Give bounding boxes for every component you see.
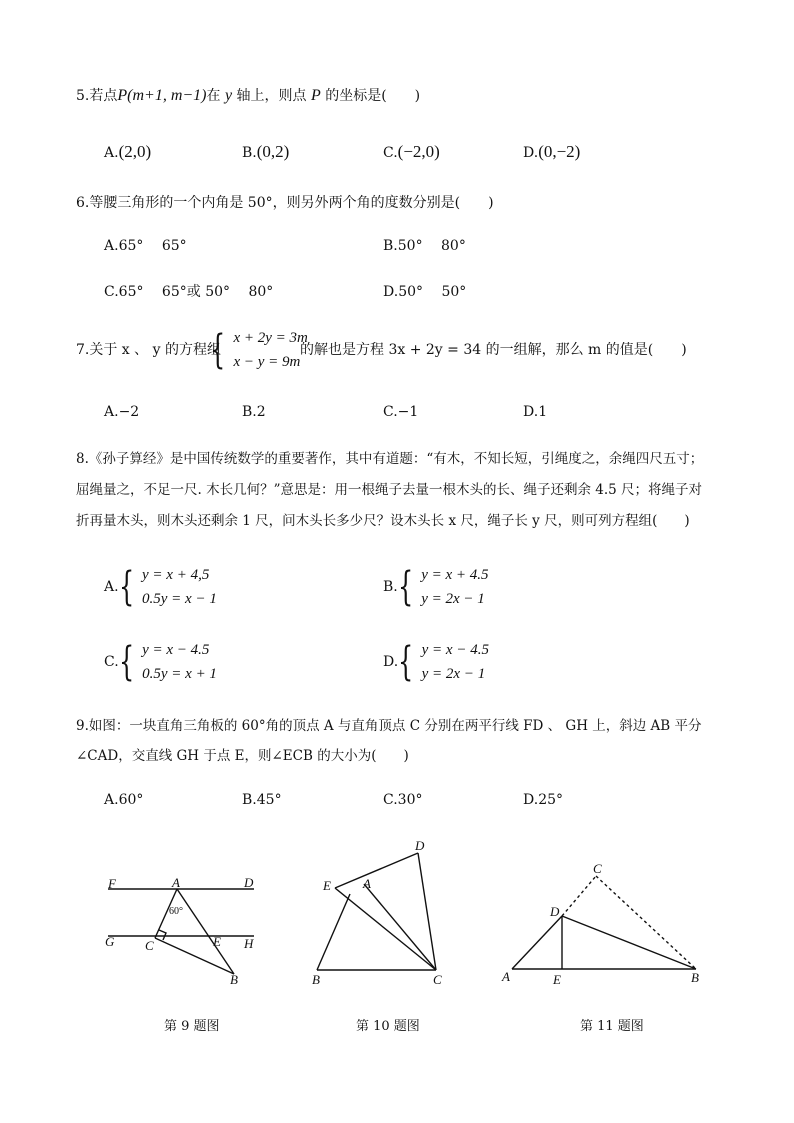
q9-option-b[interactable] <box>242 790 282 810</box>
right-angle-mark <box>159 930 166 940</box>
option-label: B. <box>242 404 257 420</box>
q7-option-d[interactable] <box>523 402 547 422</box>
label-b: B <box>230 972 238 987</box>
label-h: H <box>244 936 254 951</box>
option-value: 2 <box>256 404 266 420</box>
eq1: y = x + 4.5 <box>421 567 489 583</box>
q6-option-d[interactable] <box>383 282 466 302</box>
system-rows <box>422 638 489 686</box>
label-c: C <box>593 861 602 876</box>
option-value: 25° <box>538 792 564 808</box>
q7-option-a[interactable] <box>104 402 139 422</box>
angle-label: 60° <box>169 906 183 917</box>
option-value: 50° 50° <box>398 284 467 300</box>
figure-11 <box>512 876 696 969</box>
label-e: E <box>213 934 221 949</box>
q5-point: P(m+1, m−1) <box>117 87 207 104</box>
figure-10-caption: 第 10 题图 <box>356 1019 420 1034</box>
label-d: D <box>244 875 254 890</box>
q6-option-b[interactable] <box>383 236 466 256</box>
figure-9 <box>108 889 254 974</box>
q7-option-b[interactable] <box>242 402 266 422</box>
q8-option-c[interactable] <box>104 638 217 686</box>
segment-db <box>562 916 696 969</box>
system-rows <box>233 326 307 374</box>
q5-p: P <box>310 87 321 104</box>
option-label: B. <box>242 145 257 161</box>
eq1: y = x − 4.5 <box>421 642 489 658</box>
eq1: y = x − 4.5 <box>142 642 210 658</box>
eq2: 0.5y = x + 1 <box>142 666 217 682</box>
segment-cb-dashed <box>596 876 696 969</box>
option-label: A. <box>104 579 119 595</box>
option-value: (2,0) <box>118 142 152 161</box>
brace-symbol: { <box>210 327 226 373</box>
option-label: C. <box>383 145 398 161</box>
q5-option-a[interactable] <box>104 142 151 163</box>
q7-eq2: x − y = 9m <box>233 354 301 370</box>
option-label: D. <box>523 792 539 808</box>
option-label: A. <box>104 404 119 420</box>
brace-symbol: { <box>118 639 134 685</box>
segment-de <box>335 853 418 888</box>
q5-option-d[interactable] <box>523 142 580 163</box>
q6-stem: 6.等腰三角形的一个内角是 50°，则另外两个角的度数分别是( ) <box>76 195 494 211</box>
q8-line-3: 折再量木头，则木头还剩余 1 尺，问木头长多少尺？设木头长 x 尺，绳子长 y 尺，则可列方程组( ) <box>76 513 690 529</box>
eq2: y = 2x − 1 <box>421 591 485 607</box>
q7-option-c[interactable] <box>383 402 418 422</box>
figure-10 <box>317 853 436 970</box>
q7-stem-post: 的解也是方程 3x + 2y = 34 的一组解，那么 m 的值是( ) <box>300 342 687 358</box>
segment-dc-dashed <box>562 876 596 916</box>
option-label: A. <box>104 145 119 161</box>
label-c: C <box>433 972 442 987</box>
q9-option-c[interactable] <box>383 790 423 810</box>
q8-line-1: 8.《孙子算经》是中国传统数学的重要著作，其中有道题：“有木，不知长短，引绳度之，余绳四尺五寸； <box>76 451 704 467</box>
q7-eq1: x + 2y = 3m <box>233 330 308 346</box>
q6-option-c[interactable] <box>104 282 273 302</box>
system-rows <box>142 638 217 686</box>
segment-ad <box>512 916 562 969</box>
label-b: B <box>691 970 699 985</box>
option-label: B. <box>242 792 257 808</box>
option-value: 1 <box>538 404 548 420</box>
figure-11-caption: 第 11 题图 <box>580 1019 644 1034</box>
label-g: G <box>105 934 115 949</box>
option-value: 60° <box>118 792 144 808</box>
system-rows <box>421 563 488 611</box>
option-label: C. <box>383 792 398 808</box>
label-e: E <box>553 972 561 987</box>
eq2: 0.5y = x − 1 <box>142 591 217 607</box>
label-d: D <box>415 838 425 853</box>
option-value: (0,2) <box>256 142 290 161</box>
q7-stem-pre: 7.关于 x 、 y 的方程组 <box>76 342 221 358</box>
system-rows <box>142 563 217 611</box>
option-value: 50° 80° <box>397 238 466 254</box>
q5-stem-tail: 的坐标是( ) <box>325 88 421 104</box>
label-d: D <box>550 904 560 919</box>
q5-stem-end: 轴上，则点 <box>236 88 307 104</box>
brace-symbol: { <box>397 564 414 610</box>
eq2: y = 2x − 1 <box>421 666 486 682</box>
option-value: 65° 65°或 50° 80° <box>118 284 274 300</box>
label-b: B <box>312 972 320 987</box>
q5-stem <box>76 86 420 106</box>
q5-axis: y <box>224 87 233 104</box>
label-f: F <box>108 876 116 891</box>
option-value: −2 <box>118 404 140 420</box>
figures-svg <box>0 820 794 1000</box>
brace-symbol: { <box>398 639 414 685</box>
segment-ec <box>335 888 436 970</box>
option-value: −1 <box>397 404 419 420</box>
option-value: 65° 65° <box>118 238 187 254</box>
label-c: C <box>145 938 154 953</box>
option-value: 45° <box>256 792 282 808</box>
option-label: B. <box>383 579 398 595</box>
option-label: D. <box>523 404 539 420</box>
option-label: A. <box>104 792 119 808</box>
q6-option-a[interactable] <box>104 236 187 256</box>
label-a: A <box>502 969 510 984</box>
option-label: D. <box>383 284 399 300</box>
label-a: A <box>363 876 371 891</box>
q8-option-a[interactable] <box>104 563 217 611</box>
option-label: D. <box>383 654 399 670</box>
label-e: E <box>323 878 331 893</box>
q5-stem-pre: 5.若点 <box>76 88 118 104</box>
segment-ab <box>317 894 350 970</box>
option-value: (−2,0) <box>397 142 440 161</box>
q9-option-a[interactable] <box>104 790 143 810</box>
option-value: 30° <box>397 792 423 808</box>
option-label: C. <box>104 284 119 300</box>
brace-symbol: { <box>118 564 134 610</box>
option-label: D. <box>523 145 539 161</box>
option-label: C. <box>383 404 398 420</box>
q8-option-b[interactable] <box>383 563 489 611</box>
option-label: A. <box>104 238 119 254</box>
q9-option-d[interactable] <box>523 790 563 810</box>
q5-option-c[interactable] <box>383 142 440 163</box>
q9-line-1: 9.如图：一块直角三角板的 60°角的顶点 A 与直角顶点 C 分别在两平行线 FD 、 GH 上，斜边 AB 平分 <box>76 718 702 734</box>
q8-option-d[interactable] <box>383 638 489 686</box>
q8-line-2: 屈绳量之，不足一尺. 木长几何？”意思是：用一根绳子去量一根木头的长、绳子还剩余 4.5 尺；将绳子对 <box>76 482 703 498</box>
q5-stem-post: 在 <box>206 88 221 104</box>
eq1: y = x + 4,5 <box>142 567 210 583</box>
figure-9-caption: 第 9 题图 <box>164 1019 220 1034</box>
q9-line-2: ∠CAD，交直线 GH 于点 E，则∠ECB 的大小为( ) <box>76 748 409 764</box>
q7-equation-system <box>210 326 308 374</box>
option-value: (0,−2) <box>538 142 581 161</box>
option-label: B. <box>383 238 398 254</box>
label-a: A <box>172 875 180 890</box>
option-label: C. <box>104 654 119 670</box>
q5-option-b[interactable] <box>242 142 289 163</box>
